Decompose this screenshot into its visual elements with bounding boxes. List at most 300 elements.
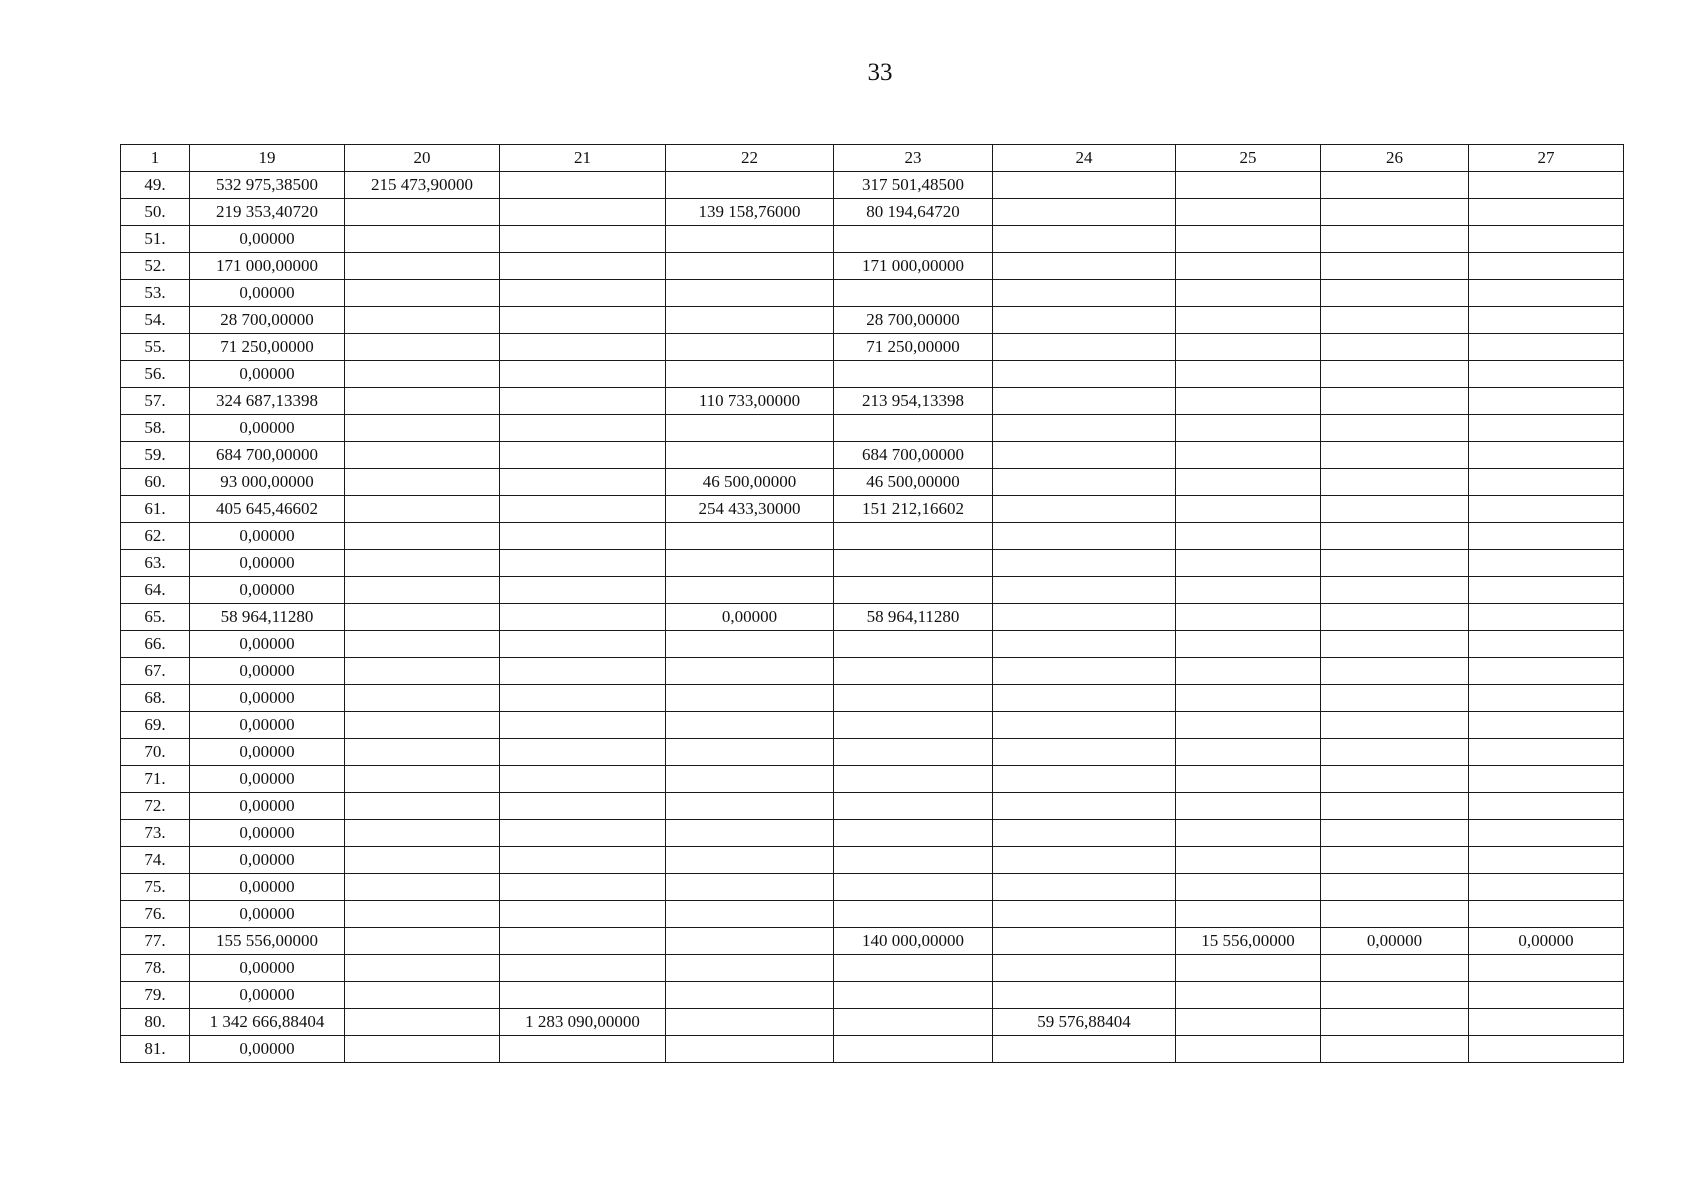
table-cell: 15 556,00000 [1176,928,1321,955]
row-number-cell: 61. [121,496,190,523]
table-cell [1469,496,1624,523]
table-cell [666,766,834,793]
table-cell [993,253,1176,280]
table-row [121,631,1624,658]
table-cell [500,334,666,361]
table-cell: 405 645,46602 [190,496,345,523]
table-cell [1321,982,1469,1009]
table-cell: 1 342 666,88404 [190,1009,345,1036]
table-cell [345,928,500,955]
row-number-cell: 64. [121,577,190,604]
table-cell [500,415,666,442]
table-cell [1176,415,1321,442]
row-number-cell: 81. [121,1036,190,1063]
table-cell [993,928,1176,955]
row-number-cell: 75. [121,874,190,901]
table-cell [834,577,993,604]
table-cell [1469,712,1624,739]
table-cell [666,1036,834,1063]
table-cell [345,793,500,820]
row-number-cell: 74. [121,847,190,874]
table-cell [345,523,500,550]
table-cell [666,685,834,712]
table-cell [1321,685,1469,712]
table-cell [345,901,500,928]
table-cell [345,766,500,793]
table-body [121,172,1624,1063]
table-cell [1321,820,1469,847]
table-cell [834,280,993,307]
table-cell [345,1036,500,1063]
table-cell [993,793,1176,820]
row-number-cell: 62. [121,523,190,550]
table-cell [1469,361,1624,388]
table-cell: 0,00000 [190,523,345,550]
table-cell [1321,901,1469,928]
table-cell [993,982,1176,1009]
table-row [121,523,1624,550]
table-cell [1469,820,1624,847]
table-cell [1469,1009,1624,1036]
table-cell: 0,00000 [1469,928,1624,955]
column-header: 24 [993,145,1176,172]
table-cell [1321,307,1469,334]
table-row [121,361,1624,388]
row-number-cell: 54. [121,307,190,334]
table-cell [666,172,834,199]
table-cell: 71 250,00000 [834,334,993,361]
table-cell [1176,766,1321,793]
table-cell [500,226,666,253]
table-cell [500,955,666,982]
table-cell [1469,469,1624,496]
table-row [121,766,1624,793]
table-cell: 80 194,64720 [834,199,993,226]
table-cell [666,874,834,901]
table-cell [1321,415,1469,442]
table-row [121,901,1624,928]
table-cell [834,1009,993,1036]
table-cell [993,361,1176,388]
table-row [121,307,1624,334]
table-cell [1469,226,1624,253]
table-cell [1176,847,1321,874]
row-number-cell: 70. [121,739,190,766]
table-cell: 151 212,16602 [834,496,993,523]
table-cell [500,631,666,658]
table-cell [1176,793,1321,820]
table-cell [1469,253,1624,280]
table-cell: 0,00000 [190,874,345,901]
table-row [121,1009,1624,1036]
table-cell: 0,00000 [190,982,345,1009]
table-cell [1176,469,1321,496]
table-cell [1176,712,1321,739]
table-cell: 155 556,00000 [190,928,345,955]
table-row [121,955,1624,982]
table-cell [345,253,500,280]
row-number-cell: 58. [121,415,190,442]
table-cell [1321,361,1469,388]
table-cell [834,361,993,388]
table-cell [834,982,993,1009]
table-cell [834,820,993,847]
table-cell [993,847,1176,874]
table-cell [993,1036,1176,1063]
table-cell [666,928,834,955]
table-cell [666,793,834,820]
table-cell [834,523,993,550]
table-cell [666,442,834,469]
table-cell [993,226,1176,253]
table-cell [666,280,834,307]
row-number-cell: 77. [121,928,190,955]
table-cell [345,685,500,712]
table-cell [834,712,993,739]
table-cell [1469,604,1624,631]
table-cell: 0,00000 [190,847,345,874]
table-cell [500,523,666,550]
table-cell [345,874,500,901]
table-cell [1321,1036,1469,1063]
table-cell [345,388,500,415]
table-cell [500,1036,666,1063]
column-header: 22 [666,145,834,172]
table-cell [1469,550,1624,577]
table-cell [1176,253,1321,280]
table-cell: 0,00000 [190,712,345,739]
table-cell [993,712,1176,739]
table-cell [500,604,666,631]
table-cell [993,469,1176,496]
table-cell [666,334,834,361]
table-cell [1176,199,1321,226]
table-cell [666,712,834,739]
table-cell [666,820,834,847]
table-cell [666,955,834,982]
table-cell: 59 576,88404 [993,1009,1176,1036]
table-cell: 684 700,00000 [834,442,993,469]
table-cell [500,793,666,820]
table-cell [834,955,993,982]
table-cell: 0,00000 [1321,928,1469,955]
table-cell [834,226,993,253]
table-cell [834,550,993,577]
table-row [121,496,1624,523]
table-cell [1321,1009,1469,1036]
table-cell: 0,00000 [190,793,345,820]
table-cell [993,874,1176,901]
table-cell [1176,604,1321,631]
column-header: 23 [834,145,993,172]
table-cell [1469,955,1624,982]
table-cell [834,631,993,658]
table-cell [993,739,1176,766]
table-cell [1176,388,1321,415]
table-cell [993,685,1176,712]
table-cell [500,847,666,874]
table-cell [500,496,666,523]
table-cell [1469,901,1624,928]
table-cell [500,199,666,226]
table-cell: 93 000,00000 [190,469,345,496]
table-cell [1176,874,1321,901]
table-cell [1176,523,1321,550]
table-cell: 317 501,48500 [834,172,993,199]
table-cell: 0,00000 [190,361,345,388]
table-cell [993,172,1176,199]
table-cell [500,550,666,577]
table-cell [1469,280,1624,307]
column-header: 20 [345,145,500,172]
table-cell [1176,577,1321,604]
table-cell [1321,388,1469,415]
table-row [121,442,1624,469]
table-cell [1469,199,1624,226]
table-cell [993,820,1176,847]
table-cell [993,415,1176,442]
table-cell [1321,226,1469,253]
table-cell: 71 250,00000 [190,334,345,361]
row-number-cell: 56. [121,361,190,388]
table-row [121,793,1624,820]
table-cell: 0,00000 [190,955,345,982]
table-row [121,712,1624,739]
table-cell [345,739,500,766]
table-cell [1321,955,1469,982]
table-cell [834,901,993,928]
table-cell [345,577,500,604]
table-cell [993,280,1176,307]
table-cell [993,496,1176,523]
table-cell [666,253,834,280]
table-row [121,928,1624,955]
table-cell: 171 000,00000 [834,253,993,280]
table-cell [666,415,834,442]
table-cell [345,820,500,847]
table-cell [345,955,500,982]
table-cell: 0,00000 [190,280,345,307]
table-cell [993,442,1176,469]
table-cell [1176,496,1321,523]
table-cell [500,361,666,388]
table-row [121,226,1624,253]
row-number-cell: 57. [121,388,190,415]
table-cell [1321,469,1469,496]
table-cell [500,820,666,847]
table-cell [1176,307,1321,334]
table-cell [345,334,500,361]
table-cell: 28 700,00000 [190,307,345,334]
table-cell [1176,550,1321,577]
table-row [121,685,1624,712]
table-cell [993,766,1176,793]
table-cell [834,739,993,766]
table-cell [1321,739,1469,766]
table-cell [500,712,666,739]
table-cell: 219 353,40720 [190,199,345,226]
table-row [121,415,1624,442]
column-header: 27 [1469,145,1624,172]
table-cell [1321,766,1469,793]
table-row [121,1036,1624,1063]
table-cell: 58 964,11280 [834,604,993,631]
table-cell [834,874,993,901]
table-row [121,388,1624,415]
row-number-cell: 53. [121,280,190,307]
table-cell [345,847,500,874]
table-cell [1469,739,1624,766]
table-cell: 0,00000 [190,685,345,712]
table-cell [666,523,834,550]
table-cell [500,901,666,928]
table-cell: 532 975,38500 [190,172,345,199]
table-cell [666,226,834,253]
table-cell: 0,00000 [190,766,345,793]
table-row [121,739,1624,766]
table-cell [834,415,993,442]
table-cell [500,685,666,712]
table-cell [1469,415,1624,442]
table-cell [1321,874,1469,901]
row-number-cell: 76. [121,901,190,928]
table-cell [500,253,666,280]
table-cell [834,766,993,793]
table-cell: 324 687,13398 [190,388,345,415]
table-cell [834,847,993,874]
table-row [121,982,1624,1009]
table-cell: 0,00000 [190,739,345,766]
table-cell [1321,334,1469,361]
table-cell [1321,442,1469,469]
table-cell [1321,550,1469,577]
table-cell [1469,172,1624,199]
table-cell [345,226,500,253]
table-cell: 213 954,13398 [834,388,993,415]
table-cell: 0,00000 [190,415,345,442]
table-cell: 0,00000 [190,550,345,577]
row-number-cell: 73. [121,820,190,847]
table-row [121,172,1624,199]
table-cell [500,874,666,901]
table-cell [666,847,834,874]
table-cell [1321,280,1469,307]
table-cell [666,307,834,334]
table-cell [500,577,666,604]
table-cell [834,658,993,685]
row-number-cell: 67. [121,658,190,685]
table-cell: 171 000,00000 [190,253,345,280]
table-cell [993,577,1176,604]
table-cell [993,955,1176,982]
row-number-cell: 55. [121,334,190,361]
table-cell [500,766,666,793]
table-cell: 0,00000 [190,226,345,253]
table-cell: 139 158,76000 [666,199,834,226]
row-number-cell: 60. [121,469,190,496]
table-cell [1176,820,1321,847]
table-cell [1176,631,1321,658]
table-cell: 46 500,00000 [834,469,993,496]
table-cell [666,1009,834,1036]
table-cell [1176,226,1321,253]
column-header: 26 [1321,145,1469,172]
table-row [121,550,1624,577]
table-cell: 0,00000 [190,820,345,847]
table-cell: 0,00000 [666,604,834,631]
table-cell [834,793,993,820]
table-cell [993,523,1176,550]
table-cell [1321,847,1469,874]
table-row [121,334,1624,361]
table-cell [1469,577,1624,604]
table-cell [993,388,1176,415]
table-cell [345,361,500,388]
table-cell [1321,793,1469,820]
table-row [121,874,1624,901]
table-row [121,658,1624,685]
table-cell [993,658,1176,685]
table-cell [1469,793,1624,820]
table-cell [666,631,834,658]
table-cell: 28 700,00000 [834,307,993,334]
table-row [121,280,1624,307]
table-cell [1469,658,1624,685]
table-cell [1469,388,1624,415]
table-cell: 0,00000 [190,1036,345,1063]
table-cell [1321,658,1469,685]
table-cell [345,496,500,523]
table-cell [993,631,1176,658]
table-cell: 58 964,11280 [190,604,345,631]
table-cell [500,442,666,469]
table-cell [345,280,500,307]
table-cell [1176,955,1321,982]
table-cell: 46 500,00000 [666,469,834,496]
table-cell [993,199,1176,226]
table-cell [1469,442,1624,469]
table-cell [1176,361,1321,388]
table-cell [1321,496,1469,523]
table-cell [666,550,834,577]
table-row [121,253,1624,280]
row-number-cell: 51. [121,226,190,253]
table-cell [345,550,500,577]
table-cell [1469,523,1624,550]
table-cell [500,658,666,685]
table-cell: 0,00000 [190,577,345,604]
table-cell [993,307,1176,334]
table-cell [666,901,834,928]
row-number-cell: 66. [121,631,190,658]
row-number-cell: 49. [121,172,190,199]
row-number-cell: 59. [121,442,190,469]
table-cell [1469,1036,1624,1063]
table-cell [1469,631,1624,658]
table-cell [345,631,500,658]
table-cell [1469,874,1624,901]
table-cell: 684 700,00000 [190,442,345,469]
table-cell [1321,712,1469,739]
table-cell [1176,1036,1321,1063]
table-row [121,847,1624,874]
table-cell [1176,658,1321,685]
table-cell [1176,739,1321,766]
table-cell [1321,523,1469,550]
column-header: 25 [1176,145,1321,172]
table-cell [666,361,834,388]
row-number-cell: 65. [121,604,190,631]
